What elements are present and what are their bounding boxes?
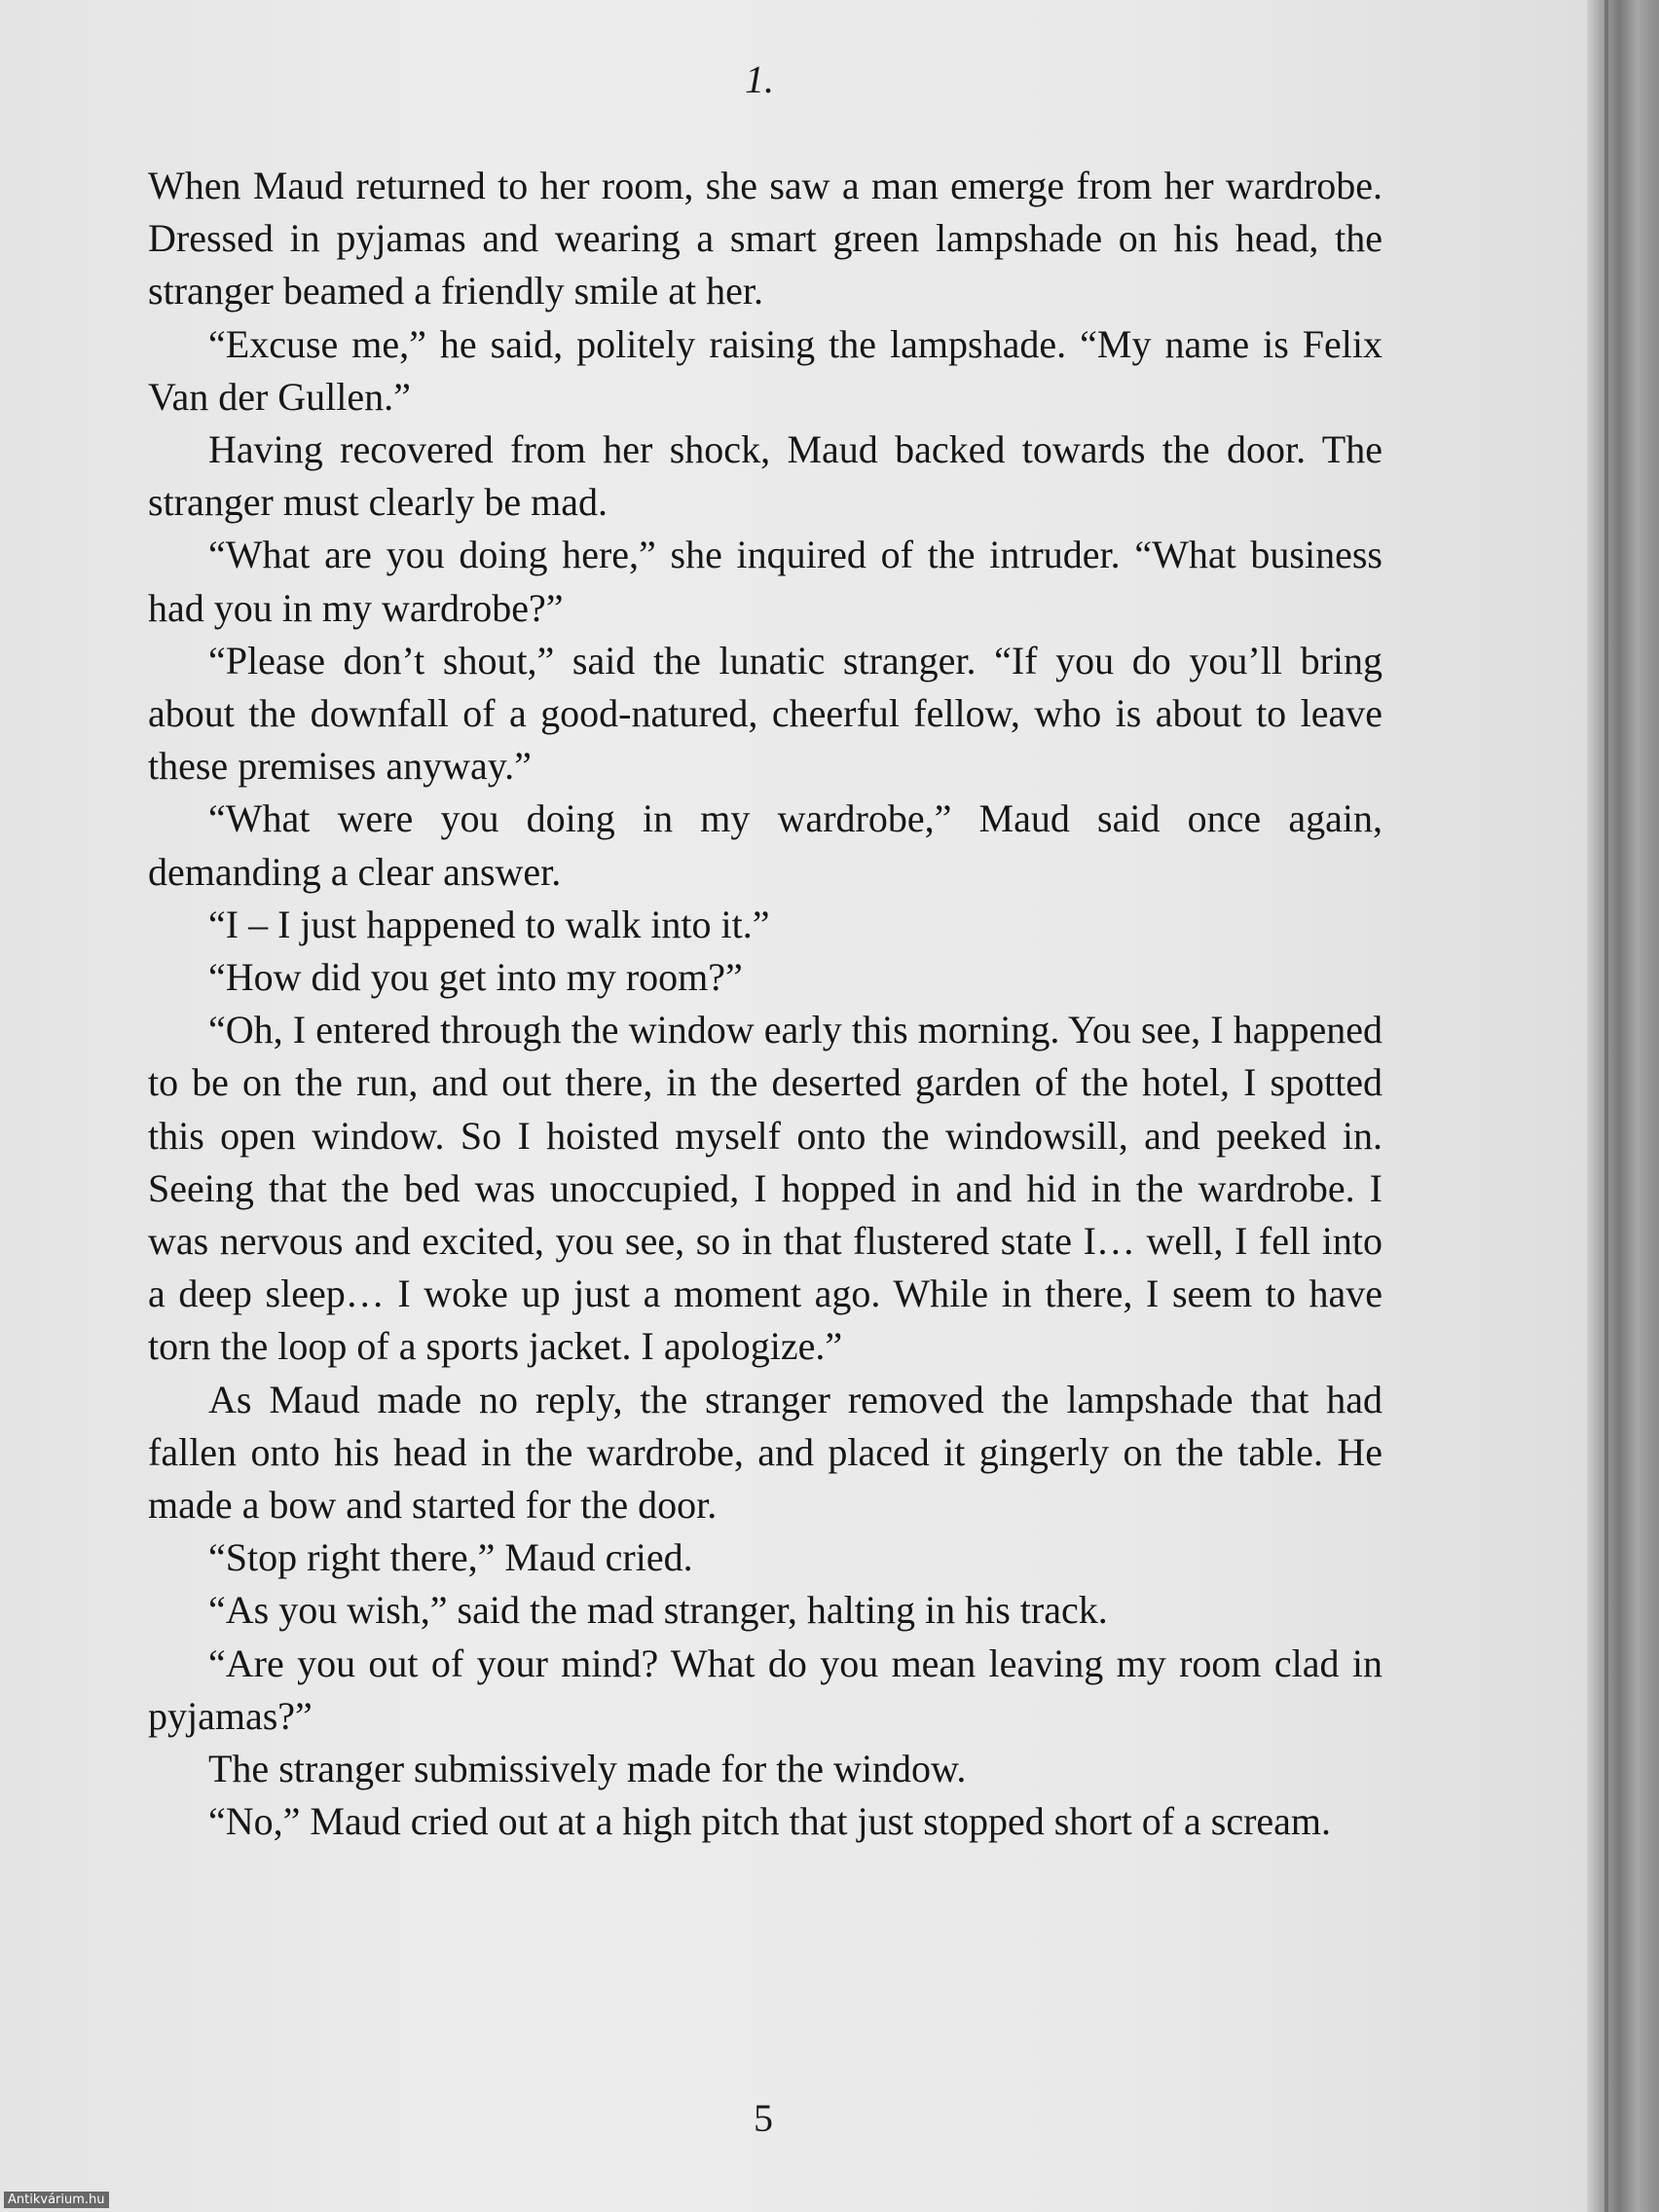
paragraph: “Please don’t shout,” said the lunatic stranger. “If you do you’ll bring about the downfall of a good-natured, cheerful fellow, who is about to leave these premises anyway.” (148, 638, 1382, 789)
paragraph: “Oh, I entered through the window early this morning. You see, I happened to be on the run, and out there, in the deserted garden of the hotel, I spotted this open window. So I hoisted myself onto the windowsill, and peeked in. Seeing that the bed was unoccupied, I hopped in and hid in the wardrobe. I was nervous and excited, you see, so in that flustered state I… well, I fell into a deep sleep… I woke up just a moment ago. While in there, I seem to have torn the loop of a sports jacket. I apologize.” (148, 1008, 1382, 1369)
paragraph: Having recovered from her shock, Maud backed towards the door. The stranger must clearly be mad. (148, 427, 1382, 525)
paragraph: “As you wish,” said the mad stranger, halting in his track. (208, 1588, 1108, 1633)
paragraph: “Are you out of your mind? What do you mean leaving my room clad in pyjamas?” (148, 1641, 1382, 1738)
paragraph: When Maud returned to her room, she saw a man emerge from her wardrobe. Dressed in pyjamas and wearing a smart green lampshade on his head, the stranger beamed a friendly smile at her. (148, 164, 1382, 313)
paragraph: “No,” Maud cried out at a high pitch that just stopped short of a scream. (208, 1799, 1332, 1844)
paragraph: “What are you doing here,” she inquired of the intruder. “What business had you in my wardrobe?” (148, 533, 1382, 630)
paragraph: “Stop right there,” Maud cried. (208, 1535, 693, 1580)
paragraph: “Excuse me,” he said, politely raising the lampshade. “My name is Felix Van der Gullen.” (148, 321, 1382, 419)
page-gutter-shadow (1587, 0, 1659, 2212)
paragraph: As Maud made no reply, the stranger removed the lampshade that had fallen onto his head in the wardrobe, and placed it gingerly on the table. He made a bow and started for the door. (148, 1377, 1382, 1528)
paragraph: “What were you doing in my wardrobe,” Maud said once again, demanding a clear answer. (148, 796, 1382, 894)
page-number: 5 (754, 2096, 773, 2140)
body-text (148, 160, 1382, 1849)
chapter-heading: 1. (745, 57, 774, 101)
paragraph: “How did you get into my room?” (208, 955, 743, 1000)
paragraph: The stranger submissively made for the window. (208, 1747, 967, 1791)
page-edge (1604, 0, 1608, 2212)
watermark: Antikvárium.hu (4, 2192, 109, 2208)
paragraph: “I – I just happened to walk into it.” (208, 902, 770, 946)
